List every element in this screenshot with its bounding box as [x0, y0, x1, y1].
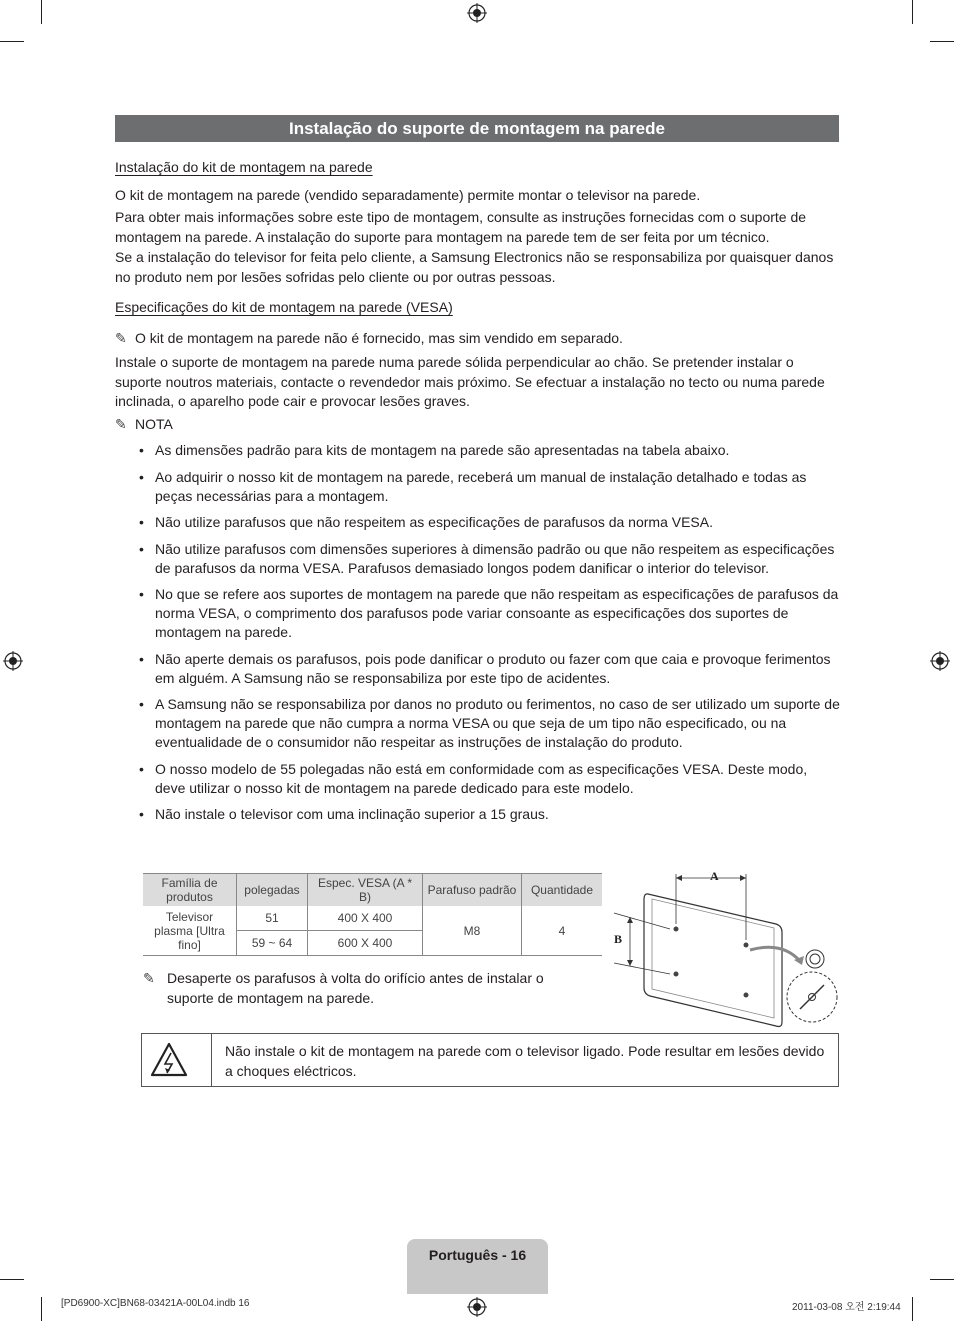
- table-cell: 400 X 400: [308, 906, 423, 931]
- note: [143, 969, 593, 1008]
- wall-mount-diagram: [612, 866, 842, 1031]
- list-item: • Não instale o televisor com uma inclinação superior a 15 graus.: [139, 806, 549, 822]
- crop-mark: [0, 1279, 24, 1280]
- bullet-list: [115, 441, 841, 832]
- table-header: Quantidade: [522, 874, 603, 907]
- crop-mark: [41, 0, 42, 24]
- paragraph: O kit de montagem na parede (vendido separadamente) permite montar o televisor na parede.: [115, 187, 701, 203]
- section-title: Instalação do suporte de montagem na parede: [115, 115, 839, 142]
- crop-mark: [912, 1297, 913, 1321]
- table-header: Família de produtos: [143, 874, 237, 907]
- note-pencil-icon: ✎: [115, 330, 127, 346]
- registration-mark-icon: [930, 651, 950, 671]
- crop-mark: [0, 41, 24, 42]
- table-cell: 600 X 400: [308, 931, 423, 956]
- nota-heading: [115, 415, 841, 435]
- crop-mark: [930, 41, 954, 42]
- page-number: Português - 16: [407, 1239, 548, 1294]
- subsection-heading: Especificações do kit de montagem na parede (VESA): [115, 299, 453, 315]
- nota-label: NOTA: [135, 416, 173, 432]
- paragraph: Se a instalação do televisor for feita pelo cliente, a Samsung Electronics não se responsabiliza por quaisquer danos no produto nem por lesões sofridas pelo cliente ou por outras pessoas.: [115, 249, 834, 285]
- table-cell: 51: [237, 906, 308, 931]
- print-timestamp: 2011-03-08 오전 2:19:44: [792, 1302, 901, 1313]
- divider: [211, 1034, 212, 1086]
- dimension-label-a: A: [710, 869, 719, 883]
- list-item: • No que se refere aos suportes de montagem na parede que não respeitam as especificações de parafusos da norma VESA, o comprimento dos parafusos pode variar consoante as especificações dos suportes de montagem na parede.: [139, 586, 839, 640]
- table-cell: M8: [423, 906, 522, 956]
- table-cell: 4: [522, 906, 603, 956]
- table-header-row: [143, 874, 602, 907]
- warning-triangle-icon: [150, 1042, 188, 1078]
- table-header: polegadas: [237, 874, 308, 907]
- table-row: [143, 906, 602, 931]
- list-item: • Ao adquirir o nosso kit de montagem na parede, receberá um manual de instalação detalhado e todas as peças necessárias para a montagem.: [139, 468, 807, 504]
- table-cell-family: Televisor plasma [Ultra fino]: [143, 906, 237, 956]
- registration-mark-icon: [3, 651, 23, 671]
- crop-mark: [930, 1279, 954, 1280]
- note-pencil-icon: ✎: [143, 970, 155, 986]
- dimension-label-b: B: [614, 932, 623, 946]
- subsection-heading: Instalação do kit de montagem na parede: [115, 159, 373, 175]
- table-cell: 59 ~ 64: [237, 931, 308, 956]
- list-item: • Não utilize parafusos com dimensões superiores à dimensão padrão ou que não respeitem as especificações de parafusos da norma VESA. Parafusos demasiado longos podem danificar o interior do televisor.: [139, 540, 835, 576]
- table-header: Parafuso padrão: [423, 874, 522, 907]
- note-text: Desaperte os parafusos à volta do orifício antes de instalar o suporte de montagem na parede.: [167, 970, 544, 1006]
- list-item: • As dimensões padrão para kits de montagem na parede são apresentadas na tabela abaixo.: [139, 442, 730, 458]
- file-slug: [PD6900-XC]BN68-03421A-00L04.indb 16: [61, 1298, 250, 1309]
- list-item: • Não utilize parafusos que não respeitem as especificações de parafusos da norma VESA.: [139, 514, 713, 530]
- note: [115, 329, 841, 349]
- list-item: • Não aperte demais os parafusos, pois pode danificar o produto ou fazer com que caia e provoque ferimentos em alguém. A Samsung não se responsabiliza por este tipo de acidentes.: [139, 650, 831, 686]
- note-text: O kit de montagem na parede não é fornecido, mas sim vendido em separado.: [135, 330, 623, 346]
- paragraph: Para obter mais informações sobre este tipo de montagem, consulte as instruções fornecidas com o suporte de montagem na parede. A instalação do suporte para montagem na parede tem de ser feita por um técnico.: [115, 209, 807, 245]
- warning-text: Não instale o kit de montagem na parede com o televisor ligado. Pode resultar em lesões devido a choques eléctricos.: [225, 1043, 825, 1079]
- note-pencil-icon: ✎: [115, 416, 127, 432]
- table-header: Espec. VESA (A * B): [308, 874, 423, 907]
- registration-mark-icon: [467, 3, 487, 23]
- registration-mark-icon: [467, 1297, 487, 1317]
- warning-box: [141, 1033, 839, 1087]
- crop-mark: [912, 0, 913, 24]
- crop-mark: [41, 1297, 42, 1321]
- list-item: • A Samsung não se responsabiliza por danos no produto ou ferimentos, no caso de ser utilizado um suporte de montagem na parede que não cumpra a norma VESA ou que seja de um tipo não especificado, ou na eventualidade de o consumidor não respeitar as instruções de instalação do produto.: [139, 696, 840, 750]
- list-item: • O nosso modelo de 55 polegadas não está em conformidade com as especificações VESA. Deste modo, deve utilizar o nosso kit de montagem na parede dedicado para este modelo.: [139, 760, 808, 796]
- paragraph: Instale o suporte de montagem na parede numa parede sólida perpendicular ao chão. Se pretender instalar o suporte noutros materiais, contacte o revendedor mais próximo. Se efectuar a instalação no tecto ou numa parede inclinada, o aparelho pode cair e provocar lesões graves.: [115, 354, 825, 409]
- vesa-spec-table: [143, 873, 602, 956]
